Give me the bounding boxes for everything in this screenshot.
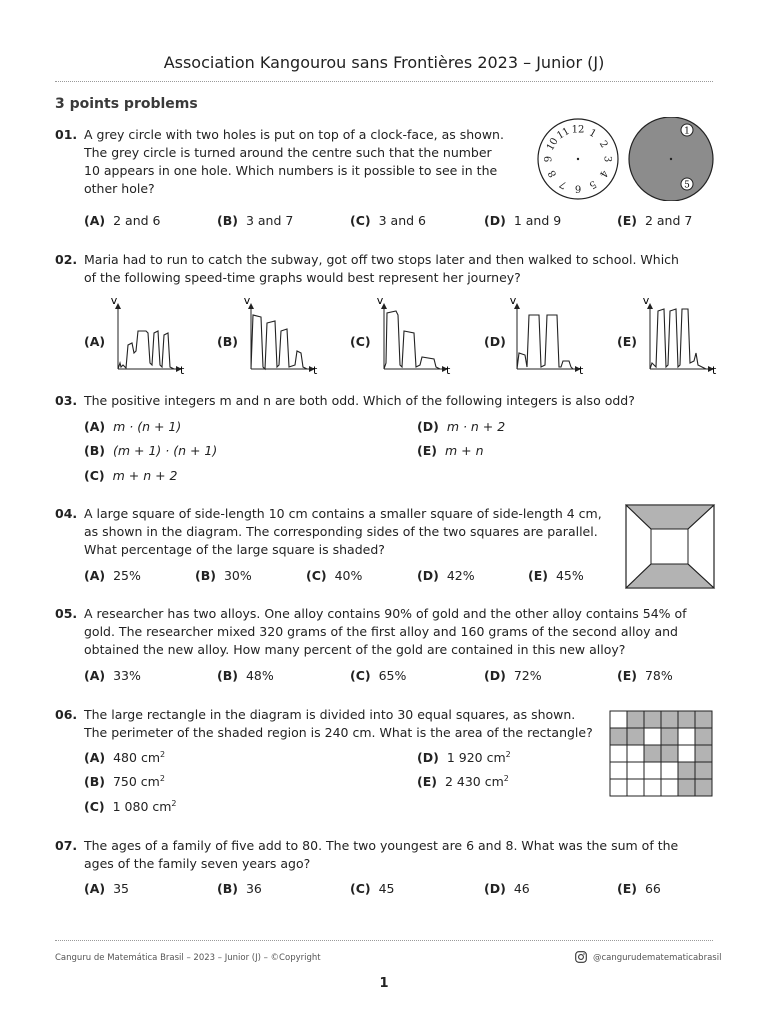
q4-option-c: (C) 40% [306,568,363,583]
hole-number-top: 1 [684,126,690,137]
question-line: A researcher has two alloys. One alloy contains 90% of gold and the other alloy contains 54% of [84,606,687,621]
question-line: other hole? [84,181,155,196]
clock-numeral: 12 [571,124,585,136]
question-line: of the following speed-time graphs would best represent her journey? [84,270,521,285]
question-line: The large rectangle in the diagram is divided into 30 equal squares, as shown. [84,707,576,722]
rectangle-grid-diagram [608,709,716,799]
footer-divider [55,940,713,941]
question-number-6: 06. [55,707,78,722]
q4-option-b: (B) 30% [195,568,252,583]
page-header-title: Association Kangourou sans Frontières 2023 – Junior (J) [163,53,605,72]
clock-numeral: 6 [574,182,582,194]
axis-t-label: t [313,364,318,377]
q1-option-a: (A) 2 and 6 [84,213,161,228]
grid-cell [644,779,661,796]
q4-option-e: (E) 45% [528,568,584,583]
axis-v-label: v [509,295,517,307]
page-number: 1 [379,976,389,991]
q7-option-b: (B) 36 [217,881,262,896]
q6-option-b: (B) 750 $cm^2$ [84,774,165,790]
question-line: The ages of a family of five add to 80. The two youngest are 6 and 8. What was the sum of the [84,838,679,853]
q6-option-c: (C) 1 080 $cm^2$ [84,799,177,815]
question-line: ages of the family seven years ago? [84,856,311,871]
axis-t-label: t [579,364,584,377]
grid-cell-shaded [678,762,695,779]
clock-numeral: 5 [586,177,599,191]
grid-cell-shaded [610,728,627,745]
clock-numeral: 1 [586,127,599,141]
grid-cell [627,762,644,779]
speed-time-graph-b [241,295,319,377]
q3-option-c: (C) m + n + 2 [84,468,178,483]
question-text-6 [84,706,594,742]
q6-option-e: (E) 2 430 $cm^2$ [417,774,509,790]
question-line: 10 appears in one hole. Which numbers is it possible to see in the [84,163,498,178]
grid-cell-shaded [661,728,678,745]
grid-cell-shaded [678,711,695,728]
q5-option-e: (E) 78% [617,668,673,683]
clock-numeral: 10 [544,136,561,153]
grid-cell-shaded [661,745,678,762]
q3-option-a: (A) m · (n + 1) [84,419,182,434]
question-text-1 [84,126,519,198]
grid-cell-shaded [695,762,712,779]
hole-number-bottom: 5 [684,180,690,191]
grid-cell-shaded [661,711,678,728]
grid-cell [610,779,627,796]
q6-option-a: (A) 480 $cm^2$ [84,750,166,766]
grid-cell-shaded [627,728,644,745]
speed-time-graph-a [108,295,186,377]
question-number-1: 01. [55,127,78,142]
speed-time-graph-e [640,295,718,377]
header-divider [55,81,713,82]
q3-option-b: (B) (m + 1) · (n + 1) [84,443,218,458]
graph-label-b: (B) [217,334,238,349]
q1-option-c: (C) 3 and 6 [350,213,426,228]
grid-cell [661,779,678,796]
question-line: The grey circle is turned around the centre such that the number [84,145,492,160]
grid-cell [644,762,661,779]
q7-option-c: (C) 45 [350,881,395,896]
q3-option-d: (D) m · n + 2 [417,419,506,434]
grid-cell-shaded [627,711,644,728]
axis-t-label: t [446,364,451,377]
grey-disc [629,117,713,201]
speed-time-graph-d [507,295,585,377]
axis-t-label: t [712,364,717,377]
grid-cell-shaded [695,779,712,796]
question-line: obtained the new alloy. How many percent of the gold are contained in this new alloy? [84,642,626,657]
clock-numeral: 8 [546,167,560,180]
clock-numeral: 9 [543,155,555,163]
section-title: 3 points problems [55,96,198,112]
question-text-2 [84,251,714,287]
grid-cell [627,745,644,762]
squares-diagram [625,504,717,590]
footer-social-handle[interactable]: @cangurudematematicabrasil [593,953,722,963]
grid-cell [661,762,678,779]
q3-option-e: (E) m + n [417,443,484,458]
q1-option-d: (D) 1 and 9 [484,213,562,228]
grid-cell-shaded [695,745,712,762]
graph-label-e: (E) [617,334,637,349]
q7-option-d: (D) 46 [484,881,530,896]
q5-option-b: (B) 48% [217,668,274,683]
instagram-icon [575,951,587,963]
grid-cell [644,728,661,745]
axis-t-label: t [180,364,185,377]
grid-cell [627,779,644,796]
clock-diagram [530,117,720,201]
grid-cell [610,745,627,762]
axis-v-label: v [376,295,384,307]
grid-cell-shaded [644,711,661,728]
question-number-4: 04. [55,506,78,521]
question-line: Maria had to run to catch the subway, got off two stops later and then walked to school. Which [84,252,679,267]
axis-v-label: v [642,295,650,307]
grid-cell-shaded [644,745,661,762]
question-line: What percentage of the large square is shaded? [84,542,385,557]
grid-cell-shaded [695,728,712,745]
question-line: A grey circle with two holes is put on top of a clock-face, as shown. [84,127,504,142]
question-number-2: 02. [55,252,78,267]
graph-label-c: (C) [350,334,371,349]
grid-cell-shaded [678,779,695,796]
question-number-3: 03. [55,393,78,408]
question-text-5 [84,605,714,659]
question-number-7: 07. [55,838,78,853]
axis-v-label: v [243,295,251,307]
q1-option-e: (E) 2 and 7 [617,213,693,228]
footer-copyright: Canguru de Matemática Brasil – 2023 – Junior (J) – ©Copyright [55,953,321,963]
grid-cell-shaded [695,711,712,728]
question-line: The perimeter of the shaded region is 240 cm. What is the area of the rectangle? [84,725,593,740]
question-text-4 [84,505,614,559]
question-line: gold. The researcher mixed 320 grams of the first alloy and 160 grams of the second alloy and [84,624,678,639]
question-line: as shown in the diagram. The corresponding sides of the two squares are parallel. [84,524,598,539]
speed-time-graph-c [374,295,452,377]
clock-numeral: 7 [557,177,570,191]
grid-cell [678,728,695,745]
grid-cell [610,762,627,779]
question-text-7 [84,837,714,873]
q1-option-b: (B) 3 and 7 [217,213,294,228]
axis-v-label: v [110,295,118,307]
q5-option-a: (A) 33% [84,668,141,683]
q4-option-a: (A) 25% [84,568,141,583]
clock-numeral: 3 [601,155,613,163]
q5-option-d: (D) 72% [484,668,542,683]
question-text-3: The positive integers m and n are both odd. Which of the following integers is also odd? [84,393,635,408]
graph-label-d: (D) [484,334,506,349]
grid-cell [610,711,627,728]
graph-label-a: (A) [84,334,106,349]
q6-option-d: (D) 1 920 $cm^2$ [417,750,511,766]
clock-numeral: 11 [555,125,572,142]
grid-cell [678,745,695,762]
question-line: A large square of side-length 10 cm contains a smaller square of side-length 4 cm, [84,506,602,521]
q7-option-e: (E) 66 [617,881,661,896]
clock-numeral: 2 [596,138,610,151]
question-number-5: 05. [55,606,78,621]
clock-face [538,119,618,199]
q7-option-a: (A) 35 [84,881,130,896]
q4-option-d: (D) 42% [417,568,475,583]
clock-numeral: 4 [596,167,610,180]
q5-option-c: (C) 65% [350,668,407,683]
